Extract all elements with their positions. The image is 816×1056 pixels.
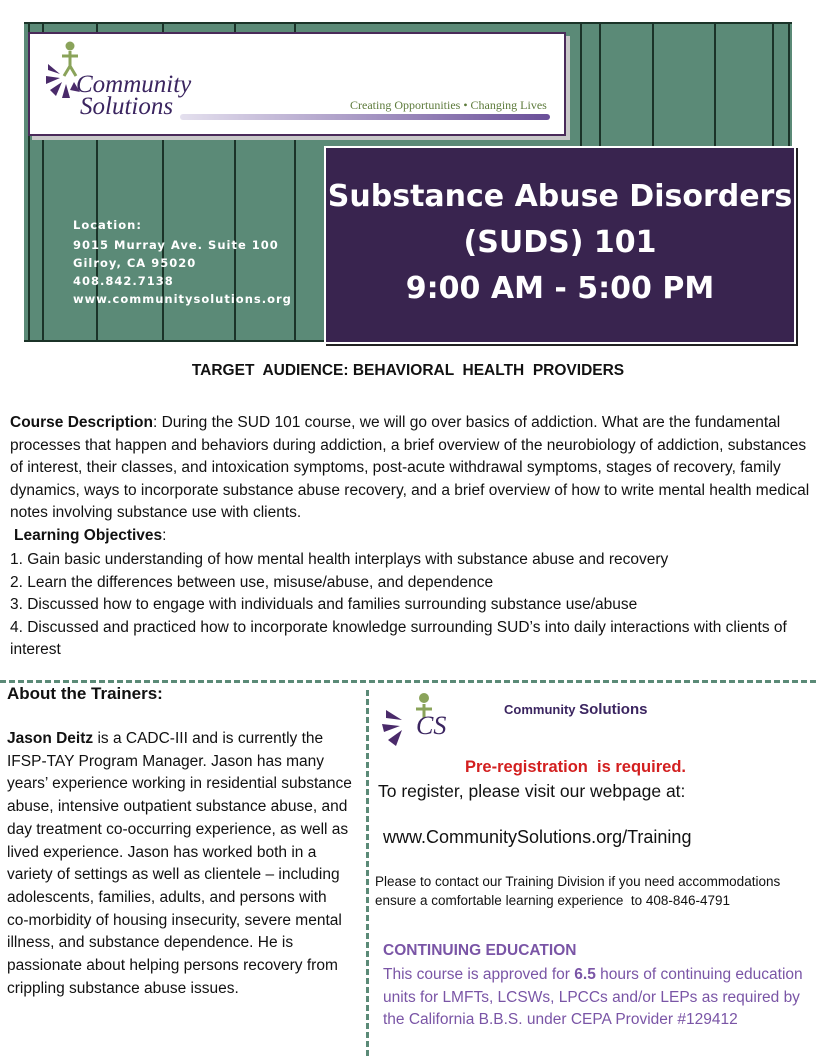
section-divider-vertical bbox=[366, 690, 369, 1056]
objectives-heading bbox=[14, 527, 166, 545]
tagline: Creating Opportunities • Changing Lives bbox=[350, 98, 547, 112]
objectives-label: Learning Objectives bbox=[14, 527, 163, 544]
trainers-heading: About the Trainers: bbox=[7, 684, 163, 703]
address-line2: Gilroy, CA 95020 bbox=[73, 256, 197, 270]
course-time: 9:00 AM - 5:00 PM bbox=[405, 271, 715, 306]
section-divider-horizontal bbox=[0, 680, 816, 683]
location-block bbox=[73, 216, 292, 308]
course-title-line1: Substance Abuse Disorders bbox=[327, 179, 793, 214]
course-description bbox=[10, 412, 810, 525]
ce-text-before: This course is approved for bbox=[383, 966, 575, 983]
brand-name-line1: Community bbox=[76, 71, 192, 98]
ce-heading: CONTINUING EDUCATION bbox=[383, 942, 577, 959]
location-label: Location: bbox=[73, 218, 142, 232]
brand-name-line2: Solutions bbox=[80, 93, 174, 120]
trainer-bio bbox=[7, 728, 352, 1000]
org-name-part2: Solutions bbox=[579, 701, 648, 718]
objectives-list bbox=[10, 549, 810, 662]
course-title-box bbox=[324, 146, 796, 344]
org-name bbox=[504, 701, 647, 718]
phone: 408.842.7138 bbox=[73, 274, 174, 288]
course-title-line2: (SUDS) 101 bbox=[463, 225, 657, 260]
objective-item: 2. Learn the differences between use, misuse/abuse, and dependence bbox=[10, 573, 494, 591]
trainer-name: Jason Deitz bbox=[7, 730, 94, 747]
address-line1: 9015 Murray Ave. Suite 100 bbox=[73, 238, 279, 252]
register-instruction: To register, please visit our webpage at: bbox=[378, 781, 686, 801]
logo-box bbox=[28, 32, 566, 136]
training-url-link[interactable]: www.CommunitySolutions.org/Training bbox=[383, 827, 692, 847]
objective-item: 1. Gain basic understanding of how mental health interplays with substance abuse and recovery bbox=[10, 551, 669, 568]
target-audience: TARGET AUDIENCE: BEHAVIORAL HEALTH PROVIDERS bbox=[191, 362, 625, 379]
logo-letter-c: CS bbox=[416, 711, 447, 740]
ce-text-after: hours of continuing education units for LMFTs, LCSWs, LPCCs and/or LEPs as required by the California B.B.S. under CEPA Provider #129412 bbox=[383, 966, 803, 1028]
contact-note: Please to contact our Training Division if you need accommodations ensure a comfortable learning experience to 408-846-4791 bbox=[375, 874, 784, 908]
course-description-label: Course Description bbox=[10, 414, 153, 431]
ce-text bbox=[383, 964, 803, 1032]
ce-hours: 6.5 bbox=[574, 966, 596, 983]
objective-item: 3. Discussed how to engage with individuals and families surrounding substance use/abuse bbox=[10, 596, 638, 613]
objectives-colon: : bbox=[162, 527, 167, 544]
brand-swoosh bbox=[180, 114, 550, 120]
objective-item: 4. Discussed and practiced how to incorporate knowledge surrounding SUD’s into daily interactions with clients of interest bbox=[10, 618, 787, 658]
preregistration-notice: Pre-registration is required. bbox=[465, 758, 686, 776]
website: www.communitysolutions.org bbox=[73, 292, 292, 306]
banner-top-line bbox=[24, 22, 792, 24]
cs-logo-icon bbox=[380, 690, 450, 750]
trainer-bio-text: is a CADC-III and is currently the IFSP-TAY Program Manager. Jason has many years’ experience working in residential substance abuse, intensive outpatient substance abuse, and day treatment co-occurring experience, as well as lived experience. Jason has worked both in a variety of settings as well as clientele – including adolescents, families, adults, and persons with co-morbidity of housing insecurity, severe mental illness, and substance dependence. He is passionate about helping persons recovery from crippling substance abuse issues. bbox=[7, 730, 352, 997]
course-description-text: : During the SUD 101 course, we will go over basics of addiction. What are the fundamental processes that happen and behaviors during addiction, a brief overview of the neurobiology of addiction, substances of interest, their classes, and intoxication symptoms, post-acute withdrawal symptoms, stages of recovery, family dynamics, ways to incorporate substance abuse recovery, and a brief overview of how to write mental health medical notes involving substance use with clients. bbox=[10, 414, 810, 521]
org-name-part1: Community bbox=[504, 702, 576, 717]
